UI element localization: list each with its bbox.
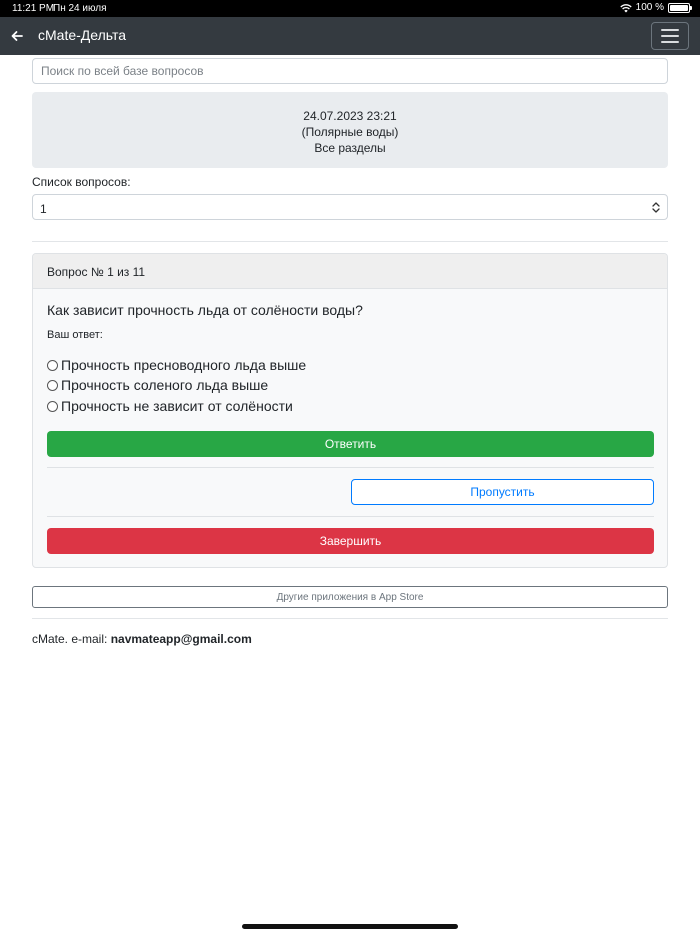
question-list-selected: 1 bbox=[40, 202, 47, 216]
battery-icon bbox=[668, 3, 690, 13]
status-time: 11:21 PM bbox=[12, 3, 55, 14]
home-indicator bbox=[242, 924, 458, 929]
status-bar bbox=[0, 0, 700, 17]
answer-option-2[interactable] bbox=[47, 377, 268, 393]
question-counter: Вопрос № 1 из 11 bbox=[33, 254, 667, 289]
radio-button[interactable] bbox=[47, 360, 58, 371]
session-datetime: 24.07.2023 23:21 bbox=[303, 109, 397, 123]
question-list-label: Список вопросов: bbox=[32, 175, 131, 189]
session-region: (Полярные воды) bbox=[301, 125, 399, 139]
answer-option-label: Прочность не зависит от солёности bbox=[61, 398, 293, 414]
divider bbox=[32, 618, 668, 619]
select-chevron-icon bbox=[651, 201, 661, 214]
your-answer-label: Ваш ответ: bbox=[47, 329, 103, 341]
finish-button[interactable]: Завершить bbox=[47, 528, 654, 554]
hamburger-icon-line bbox=[661, 41, 679, 43]
hamburger-icon-line bbox=[661, 35, 679, 37]
question-list-select[interactable] bbox=[32, 194, 668, 220]
session-sections: Все разделы bbox=[314, 141, 386, 155]
question-card bbox=[32, 253, 668, 568]
answer-option-1[interactable] bbox=[47, 357, 306, 373]
answer-option-3[interactable] bbox=[47, 398, 293, 414]
answer-option-label: Прочность пресноводного льда выше bbox=[61, 357, 307, 373]
footer-email[interactable]: navmateapp@gmail.com bbox=[110, 632, 252, 646]
answer-option-label: Прочность соленого льда выше bbox=[61, 377, 269, 393]
app-title: cMate-Дельта bbox=[38, 27, 126, 43]
card-divider bbox=[47, 467, 654, 468]
menu-toggle-button[interactable] bbox=[651, 22, 689, 50]
footer-prefix: cMate. e-mail: bbox=[32, 632, 111, 646]
question-text: Как зависит прочность льда от солёности воды? bbox=[47, 302, 363, 318]
card-divider bbox=[47, 516, 654, 517]
hamburger-icon-line bbox=[661, 29, 679, 31]
app-store-button[interactable]: Другие приложения в App Store bbox=[32, 586, 668, 608]
search-input[interactable] bbox=[32, 58, 668, 84]
battery-percent: 100 % bbox=[635, 2, 664, 13]
radio-button[interactable] bbox=[47, 380, 58, 391]
footer bbox=[32, 632, 252, 646]
divider bbox=[32, 241, 668, 242]
status-date: Пн 24 июля bbox=[53, 3, 107, 14]
skip-button[interactable]: Пропустить bbox=[351, 479, 654, 505]
navbar bbox=[0, 17, 700, 55]
answer-button[interactable]: Ответить bbox=[47, 431, 654, 457]
radio-button[interactable] bbox=[47, 401, 58, 412]
wifi-icon bbox=[620, 3, 632, 13]
session-info bbox=[32, 92, 668, 168]
status-right bbox=[620, 2, 690, 13]
back-arrow-icon[interactable] bbox=[10, 29, 24, 43]
